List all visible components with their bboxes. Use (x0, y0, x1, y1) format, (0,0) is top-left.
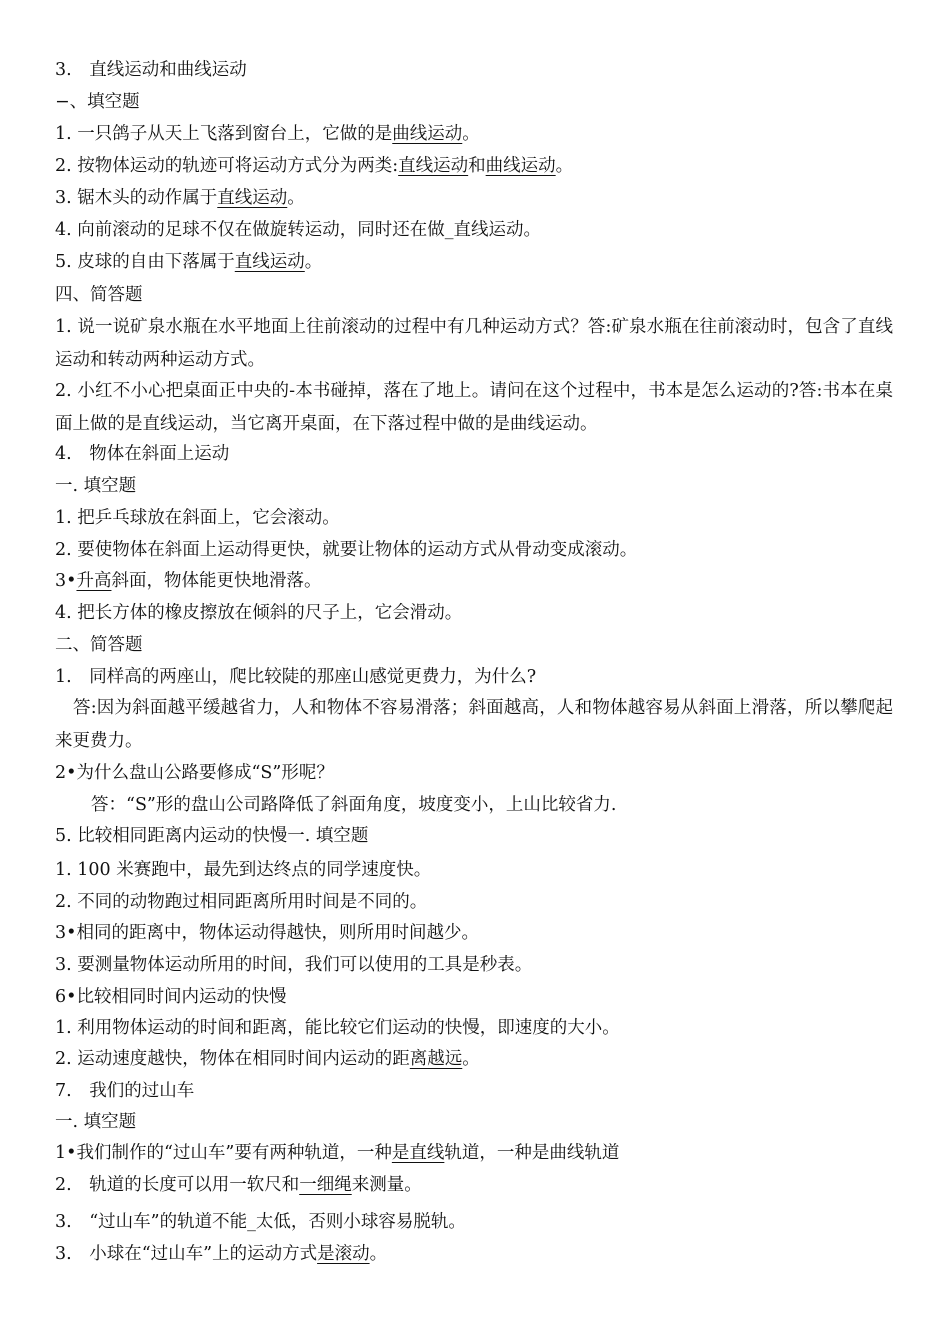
answer-underlined: 曲线运动 (392, 124, 463, 144)
q-text: 。 (287, 188, 305, 208)
q-text: 。 (462, 124, 480, 144)
answer-underlined: 是滚动 (317, 1244, 370, 1264)
q-text: 轨道，一种是曲线轨道 (444, 1143, 620, 1163)
answer-underlined: 离越远 (409, 1049, 463, 1069)
s4-s1-question: 1. 同样高的两座山，爬比较陡的那座山感觉更费力，为什么? (55, 667, 537, 687)
s5-q3: 3•相同的距离中，物体运动得越快，则所用时间越少。 (55, 923, 479, 943)
s4-q4: 4. 把长方体的橡皮擦放在倾斜的尺子上，它会滑动。 (55, 603, 463, 623)
q-text: 2. 按物体运动的轨迹可将运动方式分为两类: (55, 156, 399, 176)
q-text: 3. 锯木头的动作属于 (55, 188, 218, 208)
q-text: 1. 一只鸽子从天上飞落到窗台上，它做的是 (55, 124, 393, 144)
s7-q4 (55, 1242, 387, 1266)
section-6-title: 6•比较相同时间内运动的快慢 (55, 987, 287, 1007)
s7-q1 (55, 1141, 619, 1165)
section-7-title: 7. 我们的过山车 (55, 1081, 195, 1101)
s3-q4: 4. 向前滚动的足球不仅在做旋转运动，同时还在做_直线运动。 (55, 220, 542, 240)
answer-underlined: 直线运动 (217, 188, 288, 208)
answer-underlined: 直线运动 (398, 156, 469, 176)
answer-underlined: 一细绳 (299, 1175, 352, 1195)
q-text: 。 (555, 156, 574, 176)
s7-q2 (55, 1173, 422, 1197)
q-text: 斜面，物体能更快地滑落。 (111, 571, 322, 591)
s4-q2: 2. 要使物体在斜面上运动得更快，就要让物体的运动方式从骨动变成滚动。 (55, 540, 638, 560)
section-7-fill-heading: 一. 填空题 (55, 1112, 137, 1132)
q-text: 来测量。 (351, 1175, 422, 1195)
s3-q3 (55, 186, 305, 210)
s4-s2-question: 2•为什么盘山公路要修成“S”形呢？ (55, 763, 334, 783)
q-text: 5. 皮球的自由下落属于 (55, 252, 235, 272)
s4-s1-answer: 答:因为斜面越平缓越省力，人和物体不容易滑落；斜面越高，人和物体越容易从斜面上滑落，所以攀爬起来更费力。 (55, 698, 893, 751)
q-text: 2. 轨道的长度可以用一软尺和 (55, 1175, 300, 1195)
q-text: 。 (369, 1244, 388, 1264)
answer-underlined: 曲线运动 (485, 156, 556, 176)
s4-q3 (55, 569, 321, 593)
q-text: 2. 运动速度越快，物体在相同时间内运动的距 (55, 1049, 410, 1069)
q-text: 3• (55, 571, 77, 591)
section-3-short-heading: 四、简答题 (55, 285, 143, 305)
s3-q2 (55, 154, 573, 178)
s3-q5 (55, 250, 322, 274)
s6-q1: 1. 利用物体运动的时间和距离，能比较它们运动的快慢，即速度的大小。 (55, 1018, 620, 1038)
s7-q3: 3. “过山车”的轨道不能_太低，否则小球容易脱轨。 (55, 1212, 466, 1232)
section-5-title: 5. 比较相同距离内运动的快慢一. 填空题 (55, 826, 369, 846)
answer-underlined: 直线运动 (234, 252, 305, 272)
s5-q2: 2. 不同的动物跑过相同距离所用时间是不同的。 (55, 892, 428, 912)
s4-s2-answer: 答：“S”形的盘山公司路降低了斜面角度，坡度变小，上山比较省力. (91, 795, 617, 815)
s5-q4: 3. 要测量物体运动所用的时间，我们可以使用的工具是秒表。 (55, 955, 533, 975)
answer-underlined: 是直线 (391, 1143, 445, 1163)
section-3-title: 3. 直线运动和曲线运动 (55, 60, 247, 80)
q-text: 和 (468, 156, 486, 176)
s6-q2 (55, 1047, 480, 1071)
s5-q1: 1. 100 米赛跑中，最先到达终点的同学速度快。 (55, 860, 432, 880)
s4-q1: 1. 把乒乓球放在斜面上，它会滚动。 (55, 508, 340, 528)
section-3-fill-heading: −、填空题 (55, 92, 140, 112)
q-text: 。 (462, 1049, 480, 1069)
section-4-title: 4. 物体在斜面上运动 (55, 444, 230, 464)
q-text: 。 (304, 252, 323, 272)
s3-s2: 2. 小红不小心把桌面正中央的-本书碰掉，落在了地上。请问在这个过程中，书本是怎么运动的?答:书本在桌面上做的是直线运动，当它离开桌面，在下落过程中做的是曲线运动。 (55, 381, 893, 434)
s3-q1 (55, 122, 480, 146)
section-4-short-heading: 二、简答题 (55, 635, 143, 655)
answer-underlined: 升高 (76, 571, 112, 591)
q-text: 3. 小球在“过山车”上的运动方式 (55, 1244, 318, 1264)
q-text: 1•我们制作的“过山车”要有两种轨道，一种 (55, 1143, 392, 1163)
s3-s1: 1. 说一说矿泉水瓶在水平地面上往前滚动的过程中有几种运动方式？答:矿泉水瓶在往前滚动时，包含了直线运动和转动两种运动方式。 (55, 317, 893, 370)
section-4-fill-heading: 一. 填空题 (55, 476, 137, 496)
